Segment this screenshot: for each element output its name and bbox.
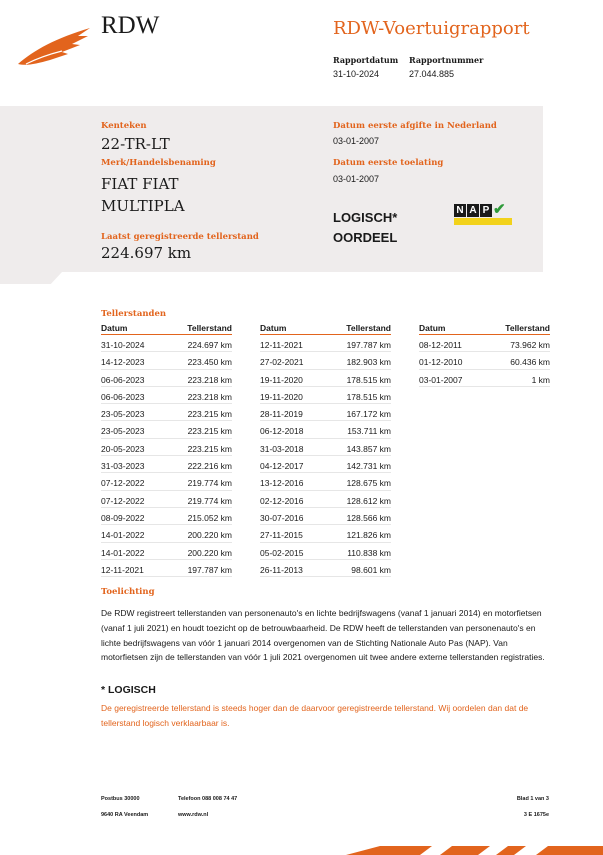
row-tellerstand: 222.216 km [187,461,232,472]
table-row [101,335,232,352]
eerste-afgifte-value: 03-01-2007 [333,136,380,146]
nap-bar [454,218,512,225]
table-row [260,335,391,352]
table-header [101,323,232,335]
row-datum: 28-11-2019 [260,409,303,420]
footer-blad: Blad 1 van 3 [516,796,549,802]
table-row [101,456,232,473]
row-tellerstand: 182.903 km [346,357,391,368]
row-tellerstand: 110.838 km [347,547,391,558]
table-row [101,352,232,369]
row-datum: 07-12-2022 [101,478,145,489]
tellerstanden-title: Tellerstanden [101,309,167,319]
row-tellerstand: 1 km [531,374,550,385]
col-tellerstand-header: Tellerstand [187,323,232,333]
table-row [101,421,232,438]
table-row [260,491,391,508]
row-tellerstand: 128.566 km [346,512,391,523]
row-tellerstand: 215.052 km [187,512,232,523]
panel-tail [0,272,62,284]
row-datum: 27-02-2021 [260,357,304,368]
col-datum-header: Datum [260,323,287,333]
table-row [101,508,232,525]
row-datum: 23-05-2023 [101,409,145,420]
tellerstanden-column-1 [101,323,232,577]
tellerstand-label: Laatst geregistreerde tellerstand [101,232,259,242]
row-tellerstand: 178.515 km [346,391,391,402]
row-datum: 31-03-2018 [260,443,304,454]
row-tellerstand: 167.172 km [346,409,391,420]
rdw-logo-icon [16,24,94,68]
nap-letter-a: A [467,204,479,217]
row-tellerstand: 219.774 km [187,495,232,506]
kenteken-label: Kenteken [101,121,147,131]
table-row [260,370,391,387]
nap-verdict [333,208,397,248]
row-datum: 06-06-2023 [101,374,145,385]
tellerstand-value: 224.697 km [101,244,192,262]
table-row [101,473,232,490]
row-datum: 14-01-2022 [101,530,145,541]
table-row [260,387,391,404]
eerste-afgifte-label: Datum eerste afgifte in Nederland [333,121,497,131]
row-datum: 06-06-2023 [101,391,145,402]
row-tellerstand: 128.675 km [346,478,391,489]
row-datum: 05-02-2015 [260,547,304,558]
row-tellerstand: 223.218 km [187,391,232,402]
table-row [101,439,232,456]
rapportdatum-label: Rapportdatum [333,55,399,65]
nap-letter-n: N [454,204,466,217]
row-datum: 31-10-2024 [101,340,145,350]
row-datum: 14-01-2022 [101,547,145,558]
col-datum-header: Datum [419,323,446,333]
row-datum: 13-12-2016 [260,478,304,489]
rapportnummer-label: Rapportnummer [409,55,484,65]
row-datum: 07-12-2022 [101,495,145,506]
footer-stripes-icon [340,838,603,855]
table-row [101,370,232,387]
footer-postbus: Postbus 30000 [101,796,140,802]
table-row [419,370,550,387]
row-datum: 20-05-2023 [101,443,145,454]
table-header [260,323,391,335]
row-tellerstand: 98.601 km [351,564,391,575]
eerste-toelating-label: Datum eerste toelating [333,158,444,168]
table-row [260,525,391,542]
table-header [419,323,550,335]
row-tellerstand: 224.697 km [187,340,232,350]
col-tellerstand-header: Tellerstand [346,323,391,333]
row-tellerstand: 223.450 km [187,357,232,368]
table-row [419,352,550,369]
merk-label: Merk/Handelsbenaming [101,158,216,168]
row-tellerstand: 60.436 km [510,357,550,368]
row-datum: 03-01-2007 [419,374,463,385]
table-row [260,508,391,525]
row-datum: 08-09-2022 [101,512,145,523]
checkmark-icon: ✔ [493,201,506,218]
table-row [260,543,391,560]
nap-letter-p: P [480,204,492,217]
table-row [260,404,391,421]
kenteken-value: 22-TR-LT [101,135,170,153]
row-datum: 14-12-2023 [101,357,145,368]
footer-website: www.rdw.nl [178,812,209,818]
merk-value-line1: FIAT FIAT [101,175,179,193]
row-tellerstand: 219.774 km [187,478,232,489]
tellerstanden-column-2 [260,323,391,577]
row-tellerstand: 128.612 km [346,495,391,506]
col-tellerstand-header: Tellerstand [505,323,550,333]
row-datum: 23-05-2023 [101,426,145,437]
row-tellerstand: 223.218 km [187,374,232,385]
table-row [101,525,232,542]
table-row [260,439,391,456]
table-row [260,352,391,369]
eerste-toelating-value: 03-01-2007 [333,174,380,184]
row-tellerstand: 197.787 km [187,564,232,575]
nap-check-icon [454,201,512,226]
row-datum: 01-12-2010 [419,357,463,368]
footer-code: 3 E 1675e [523,812,549,818]
row-datum: 27-11-2015 [260,530,303,541]
row-datum: 12-11-2021 [101,564,144,575]
table-row [260,456,391,473]
row-tellerstand: 200.220 km [187,547,232,558]
row-datum: 06-12-2018 [260,426,304,437]
report-title: RDW-Voertuigrapport [333,18,530,39]
row-tellerstand: 200.220 km [187,530,232,541]
row-datum: 04-12-2017 [260,461,304,472]
row-datum: 30-07-2016 [260,512,304,523]
merk-value-line2: MULTIPLA [101,197,185,215]
table-row [101,491,232,508]
table-row [260,473,391,490]
tellerstanden-column-3 [419,323,550,387]
footer-plaats: 9640 RA Veendam [101,812,149,818]
row-datum: 26-11-2013 [260,564,303,575]
table-row [260,560,391,577]
row-tellerstand: 121.826 km [346,530,391,541]
row-tellerstand: 223.215 km [187,443,232,454]
table-row [101,560,232,577]
verdict-line1: LOGISCH* [333,210,398,225]
row-tellerstand: 143.857 km [346,443,391,454]
row-datum: 19-11-2020 [260,374,303,385]
table-row [260,421,391,438]
row-datum: 12-11-2021 [260,340,303,350]
table-row [101,543,232,560]
table-row [101,387,232,404]
logisch-title: * LOGISCH [101,684,156,696]
row-datum: 08-12-2011 [419,340,462,350]
rapportdatum-value: 31-10-2024 [333,69,380,79]
row-tellerstand: 223.215 km [187,409,232,420]
row-tellerstand: 223.215 km [187,426,232,437]
verdict-line2: OORDEEL [333,230,398,245]
brand-name: RDW [101,12,160,39]
row-tellerstand: 197.787 km [346,340,391,350]
rapportnummer-value: 27.044.885 [409,69,455,79]
row-datum: 19-11-2020 [260,391,303,402]
row-tellerstand: 153.711 km [347,426,391,437]
table-row [101,404,232,421]
table-row [419,335,550,352]
toelichting-title: Toelichting [101,587,155,597]
logisch-text: De geregistreerde tellerstand is steeds hoger dan de daarvoor geregistreerde tellerstand. Wij oordelen dan dat de tellerstand logisch verklaarbaar is. [101,703,529,728]
col-datum-header: Datum [101,323,128,333]
footer-telefoon: Telefoon 088 008 74 47 [178,796,238,802]
row-tellerstand: 178.515 km [346,374,391,385]
row-datum: 31-03-2023 [101,461,145,472]
row-tellerstand: 73.962 km [510,340,550,350]
row-datum: 02-12-2016 [260,495,304,506]
row-tellerstand: 142.731 km [346,461,391,472]
toelichting-text: De RDW registreert tellerstanden van personenauto's en lichte bedrijfswagens (vanaf 1 januari 2014) en motorfietsen (vanaf 1 juli 2021) en houdt toezicht op de betrouwbaarheid. De RDW heeft de tellerstanden van personenauto's en lichte bedrijfswagens van vóór 1 januari 2014 overgenomen van de Stichting Nationale Auto Pas (NAP). Van motorfietsen zijn de tellerstanden van vóór 1 juli 2021 overgenomen uit twee andere externe tellerstanden registraties. [101,608,545,663]
